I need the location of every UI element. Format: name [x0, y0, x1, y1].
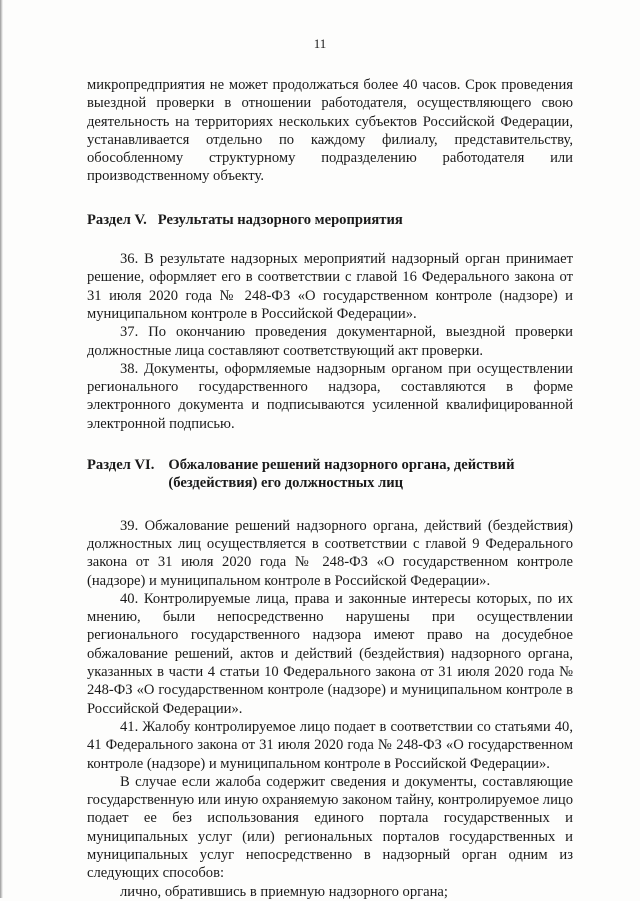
paragraph-39: 39. Обжалование решений надзорного органа, действий (бездействия) должностных лиц осуществляется в соответствии с главой 9 Федерального закона от 31 июля 2020 года № 248-ФЗ «О государственном контроле (надзоре) и муниципальном контроле в Российской Федерации».: [87, 517, 573, 589]
paragraph-40: 40. Контролируемые лица, права и законные интересы которых, по их мнению, были непосредственно нарушены при осуществлении регионального государственного надзора имеют право на досудебное обжалование решений, актов и действий (бездействия) надзорного органа, указанных в части 4 статьи 10 Федерального закона от 31 июля 2020 года № 248-ФЗ «О государственном контроле (надзоре) и муниципальном контроле в Российской Федерации».: [87, 590, 573, 717]
paragraph-41: 41. Жалобу контролируемое лицо подает в соответствии со статьями 40, 41 Федерального закона от 31 июля 2020 года № 248-ФЗ «О государственном контроле (надзоре) и муниципальном контроле в Российской Федерации».: [87, 718, 573, 772]
paragraph-personal-submission: лично, обратившись в приемную надзорного органа;: [120, 883, 448, 900]
scan-edge-shadow: [0, 0, 3, 898]
document-body: [87, 76, 573, 901]
section-5-heading: Раздел V. Результаты надзорного мероприятия: [87, 211, 403, 228]
section-6-title: Обжалование решений надзорного органа, действий (бездействия) его должностных лиц: [168, 457, 515, 492]
section-6-heading: [87, 456, 573, 493]
paragraph-36: 36. В результате надзорных мероприятий надзорный орган принимает решение, оформляет его в соответствии с главой 16 Федерального закона от 31 июля 2020 года № 248-ФЗ «О государственном контроле (надзоре) и муниципальном контроле в Российской Федерации».: [87, 251, 573, 322]
paragraph-secret-complaint: В случае если жалоба содержит сведения и документы, составляющие государственную или иную охраняемую законом тайну, контролируемое лицо подает ее без использования единого портала государственных и муниципальных услуг (или) региональных порталов государственных и муниципальных услуг непосредственно в надзорный орган одним из следующих способов:: [87, 773, 573, 882]
page-number: 11: [313, 36, 327, 51]
paragraph-38: 38. Документы, оформляемые надзорным органом при осуществлении регионального государственного надзора, составляются в форме электронного документа и подписываются усиленной квалифицированной электронной подписью.: [87, 360, 573, 432]
section-6-number: Раздел VI.: [87, 457, 155, 474]
paragraph-continuation: микропредприятия не может продолжаться более 40 часов. Срок проведения выездной проверки в отношении работодателя, осуществляющего свою деятельность на территориях нескольких субъектов Российской Федерации, устанавливается отдельно по каждому филиалу, представительству, обособленному структурному подразделению работодателя или производственному объекту.: [87, 77, 573, 185]
paragraph-37: 37. По окончанию проведения документарной, выездной проверки должностные лица составляют соответствующий акт проверки.: [87, 324, 573, 359]
